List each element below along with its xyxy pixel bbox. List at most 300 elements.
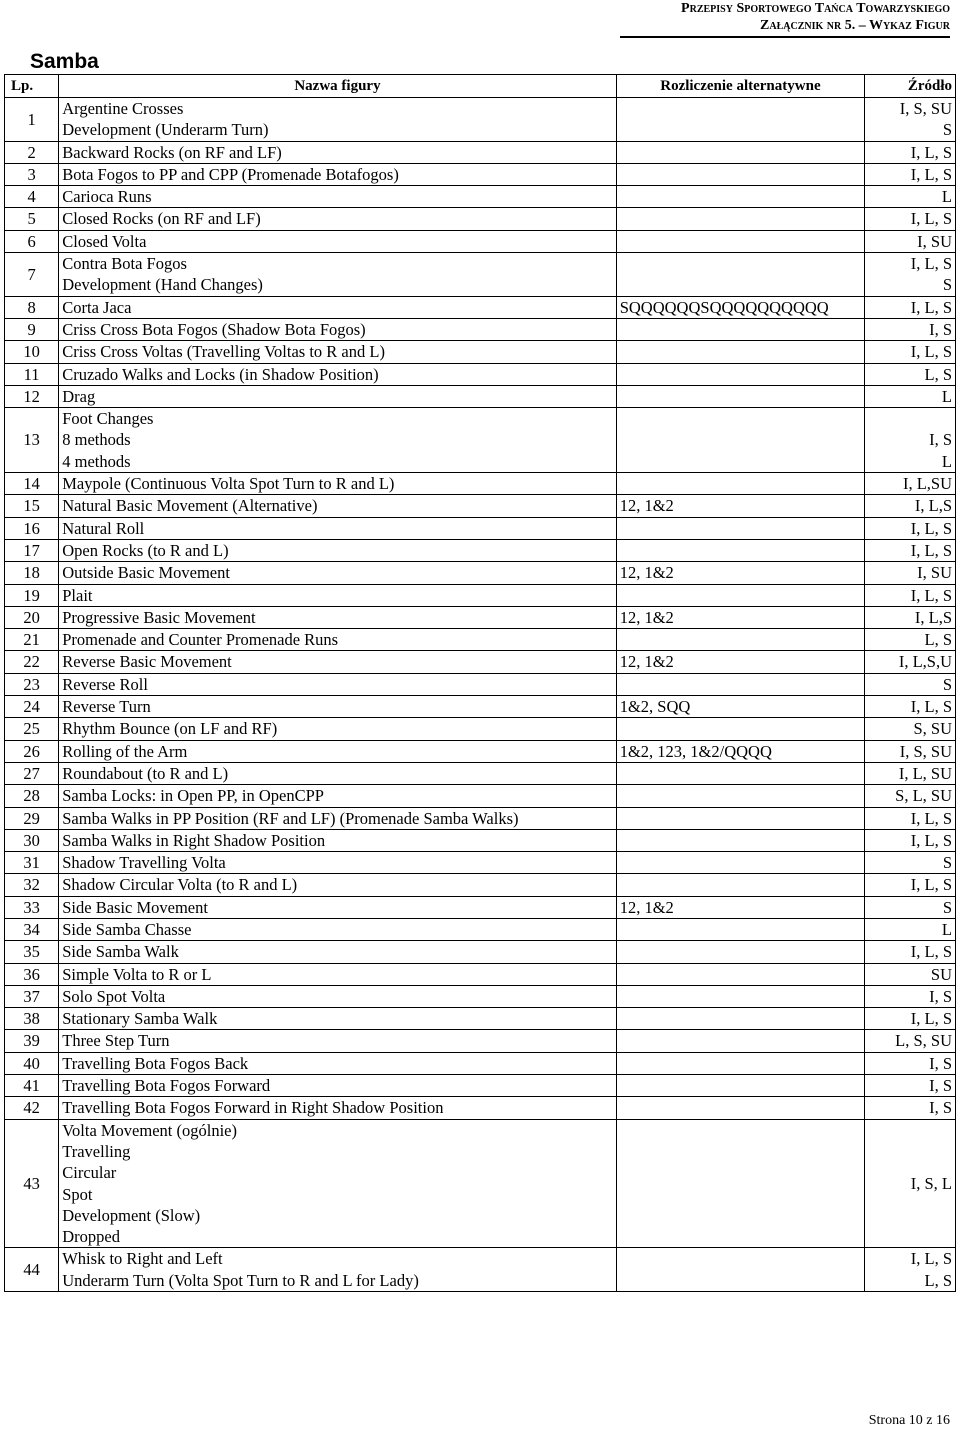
header-alt: Rozliczenie alternatywne [616, 75, 864, 98]
source-line: S [942, 897, 952, 917]
source-line: I, L, S [910, 164, 952, 184]
figure-name-line: Criss Cross Bota Fogos (Shadow Bota Fogos) [62, 319, 366, 339]
source-line: L [941, 919, 952, 939]
source [865, 1119, 956, 1248]
table-row [5, 762, 956, 784]
source [865, 829, 956, 851]
figure-name-line: Development (Underarm Turn) [62, 120, 269, 140]
source [865, 852, 956, 874]
table-row [5, 740, 956, 762]
table-row [5, 385, 956, 407]
alternative-count [616, 852, 864, 874]
figure-name [59, 718, 616, 740]
source-line: L [941, 187, 952, 207]
figure-name-line: Side Samba Chasse [62, 919, 192, 939]
table-row [5, 1119, 956, 1248]
source-line: I, S [929, 986, 952, 1006]
source [865, 208, 956, 230]
row-number: 16 [5, 517, 59, 539]
source-line: I, SU [917, 231, 952, 251]
table-row [5, 253, 956, 297]
alternative-count [616, 584, 864, 606]
source-line: I, S, SU [899, 741, 952, 761]
table-row [5, 1075, 956, 1097]
source [865, 918, 956, 940]
alternative-count [616, 1248, 864, 1292]
table-row [5, 98, 956, 142]
table-row [5, 517, 956, 539]
figure-name-line: Maypole (Continuous Volta Spot Turn to R and L) [62, 474, 395, 494]
figure-name-line: Development (Hand Changes) [62, 275, 263, 295]
table-row [5, 852, 956, 874]
page-header [620, 0, 950, 38]
alternative-count [616, 807, 864, 829]
figure-name [59, 1075, 616, 1097]
row-number: 29 [5, 807, 59, 829]
alternative-count [616, 341, 864, 363]
table-row [5, 230, 956, 252]
figure-name [59, 985, 616, 1007]
source-line: I, L, S [910, 697, 952, 717]
figure-name [59, 740, 616, 762]
figure-name-line: Travelling Bota Fogos Forward [62, 1076, 271, 1096]
alternative-count [616, 1075, 864, 1097]
figure-name-line: Samba Walks in Right Shadow Position [62, 830, 326, 850]
row-number: 4 [5, 186, 59, 208]
source-line: S [942, 674, 952, 694]
row-number: 25 [5, 718, 59, 740]
row-number: 26 [5, 740, 59, 762]
figure-name-line: Three Step Turn [62, 1031, 170, 1051]
figure-name [59, 874, 616, 896]
row-number: 15 [5, 495, 59, 517]
source [865, 629, 956, 651]
figure-name [59, 1052, 616, 1074]
figure-name-line: Side Samba Walk [62, 942, 179, 962]
row-number: 36 [5, 963, 59, 985]
figure-name-line: Contra Bota Fogos [62, 254, 187, 274]
figure-name-line: Travelling Bota Fogos Back [62, 1053, 249, 1073]
source-line: I, L, S [910, 254, 952, 274]
row-number: 22 [5, 651, 59, 673]
table-row [5, 473, 956, 495]
alternative-count [616, 253, 864, 297]
alternative-count [616, 762, 864, 784]
figure-name-line: Outside Basic Movement [62, 563, 230, 583]
source [865, 1052, 956, 1074]
figure-name-line: Criss Cross Voltas (Travelling Voltas to R and L) [62, 342, 385, 362]
source [865, 718, 956, 740]
alternative-count [616, 629, 864, 651]
source-line: I, L, S [910, 585, 952, 605]
table-row [5, 606, 956, 628]
table-row [5, 539, 956, 561]
row-number: 19 [5, 584, 59, 606]
figure-name [59, 807, 616, 829]
row-number: 1 [5, 98, 59, 142]
row-number: 14 [5, 473, 59, 495]
row-number: 8 [5, 296, 59, 318]
source [865, 606, 956, 628]
figure-name-line: Reverse Turn [62, 697, 151, 717]
alternative-count [616, 1008, 864, 1030]
alternative-count: 12, 1&2 [616, 896, 864, 918]
source-line: I, L, S [910, 1249, 952, 1269]
table-row [5, 629, 956, 651]
figure-name-line: Natural Basic Movement (Alternative) [62, 496, 318, 516]
row-number: 35 [5, 941, 59, 963]
source [865, 163, 956, 185]
figure-name-line: Closed Volta [62, 231, 147, 251]
source [865, 363, 956, 385]
source-line: I, L, S [910, 830, 952, 850]
source [865, 896, 956, 918]
source-line: I, L,S [914, 496, 952, 516]
source-line: I, L, S [910, 942, 952, 962]
source [865, 253, 956, 297]
figure-name [59, 539, 616, 561]
table-row [5, 408, 956, 473]
row-number: 38 [5, 1008, 59, 1030]
figure-name-line: Drag [62, 386, 96, 406]
source-line: I, L, SU [898, 763, 952, 783]
table-row [5, 584, 956, 606]
row-number: 39 [5, 1030, 59, 1052]
figure-name-line: Simple Volta to R or L [62, 964, 212, 984]
figure-name [59, 253, 616, 297]
table-row [5, 807, 956, 829]
alternative-count: 12, 1&2 [616, 651, 864, 673]
row-number: 27 [5, 762, 59, 784]
table-row [5, 918, 956, 940]
source [865, 1075, 956, 1097]
figure-name [59, 98, 616, 142]
figure-name-line: Open Rocks (to R and L) [62, 540, 229, 560]
source-line: S, L, SU [895, 786, 952, 806]
row-number: 7 [5, 253, 59, 297]
table-row [5, 186, 956, 208]
figure-name [59, 1119, 616, 1248]
figure-name [59, 385, 616, 407]
figure-name-line: Bota Fogos to PP and CPP (Promenade Botafogos) [62, 164, 399, 184]
row-number: 18 [5, 562, 59, 584]
figure-name-line: Progressive Basic Movement [62, 607, 256, 627]
source-line [868, 408, 952, 429]
table-row [5, 208, 956, 230]
figure-name [59, 230, 616, 252]
page-number: Strona 10 z 16 [868, 1413, 950, 1428]
row-number: 9 [5, 318, 59, 340]
alternative-count: 1&2, 123, 1&2/QQQQ [616, 740, 864, 762]
figure-name-line: Rhythm Bounce (on LF and RF) [62, 719, 278, 739]
figure-name [59, 629, 616, 651]
source [865, 318, 956, 340]
source-line: I, L, S [910, 518, 952, 538]
row-number: 33 [5, 896, 59, 918]
source-line: S [942, 853, 952, 873]
alternative-count [616, 1097, 864, 1119]
table-row [5, 341, 956, 363]
source [865, 186, 956, 208]
figure-name [59, 1248, 616, 1292]
source-line: I, S [929, 430, 952, 450]
figure-name-line: Argentine Crosses [62, 99, 184, 118]
figures-table [4, 74, 956, 1292]
figure-name [59, 163, 616, 185]
source [865, 584, 956, 606]
figure-name-line: Whisk to Right and Left [62, 1249, 223, 1269]
table-row [5, 785, 956, 807]
row-number: 34 [5, 918, 59, 940]
source-line: L, S [924, 364, 952, 384]
alternative-count [616, 874, 864, 896]
figure-name [59, 1030, 616, 1052]
table-row [5, 318, 956, 340]
table-row [5, 941, 956, 963]
figure-name-line: Rolling of the Arm [62, 741, 188, 761]
source [865, 807, 956, 829]
figure-name-line: Volta Movement (ogólnie) [62, 1120, 237, 1140]
table-row [5, 1030, 956, 1052]
figure-name [59, 941, 616, 963]
figure-name [59, 208, 616, 230]
figure-name-line: Promenade and Counter Promenade Runs [62, 630, 339, 650]
source-line: L [941, 386, 952, 406]
row-number: 41 [5, 1075, 59, 1097]
figure-name-line: Carioca Runs [62, 187, 152, 207]
source [865, 941, 956, 963]
alternative-count [616, 385, 864, 407]
row-number: 6 [5, 230, 59, 252]
figure-name [59, 829, 616, 851]
alternative-count [616, 230, 864, 252]
row-number: 37 [5, 985, 59, 1007]
alternative-count [616, 1052, 864, 1074]
header-lp: Lp. [5, 75, 59, 98]
alternative-count: 1&2, SQQ [616, 696, 864, 718]
table-row [5, 363, 956, 385]
source [865, 1008, 956, 1030]
source-line: I, S, L [910, 1173, 952, 1193]
source [865, 473, 956, 495]
figure-name [59, 318, 616, 340]
figure-name-line: Circular [62, 1163, 117, 1183]
source [865, 740, 956, 762]
source-line: I, L,S,U [898, 652, 952, 672]
figure-name-line: Travelling Bota Fogos Forward in Right Shadow Position [62, 1098, 444, 1118]
figure-name [59, 363, 616, 385]
alternative-count [616, 1030, 864, 1052]
figure-name [59, 651, 616, 673]
row-number: 12 [5, 385, 59, 407]
row-number: 13 [5, 408, 59, 473]
figure-name-line: Underarm Turn (Volta Spot Turn to R and L for Lady) [62, 1270, 419, 1290]
source-line: L, S [924, 1270, 952, 1290]
figure-name-line: Development (Slow) [62, 1205, 201, 1225]
alternative-count [616, 963, 864, 985]
source-line: I, L,SU [902, 474, 952, 494]
figure-name [59, 517, 616, 539]
figure-name [59, 495, 616, 517]
figure-name-line: Reverse Roll [62, 674, 148, 694]
source-line: SU [930, 964, 952, 984]
figure-name [59, 562, 616, 584]
alternative-count [616, 829, 864, 851]
figure-name [59, 296, 616, 318]
source [865, 385, 956, 407]
row-number: 28 [5, 785, 59, 807]
row-number: 11 [5, 363, 59, 385]
table-row [5, 985, 956, 1007]
alternative-count [616, 985, 864, 1007]
figure-name [59, 852, 616, 874]
source [865, 785, 956, 807]
source [865, 341, 956, 363]
source-line: I, S [929, 1098, 952, 1118]
table-row [5, 1097, 956, 1119]
table-row [5, 874, 956, 896]
figure-name-line: Roundabout (to R and L) [62, 763, 229, 783]
figure-name-line: 4 methods [62, 451, 131, 471]
figure-name-line: Spot [62, 1184, 93, 1204]
section-title: Samba [30, 50, 99, 73]
source-line: I, S [929, 1053, 952, 1073]
source-line: I, S [929, 319, 952, 339]
source-line: L, S [924, 630, 952, 650]
row-number: 40 [5, 1052, 59, 1074]
figure-name [59, 762, 616, 784]
table-row [5, 495, 956, 517]
table-header-row [5, 75, 956, 98]
row-number: 32 [5, 874, 59, 896]
alternative-count: 12, 1&2 [616, 606, 864, 628]
figure-name [59, 918, 616, 940]
figure-name [59, 1097, 616, 1119]
source [865, 539, 956, 561]
alternative-count [616, 163, 864, 185]
row-number: 20 [5, 606, 59, 628]
alternative-count [616, 318, 864, 340]
table-row [5, 296, 956, 318]
header-name: Nazwa figury [59, 75, 616, 98]
row-number: 5 [5, 208, 59, 230]
figure-name [59, 473, 616, 495]
alternative-count [616, 941, 864, 963]
figure-name-line: Plait [62, 585, 93, 605]
source [865, 673, 956, 695]
alternative-count [616, 673, 864, 695]
figure-name-line: Samba Walks in PP Position (RF and LF) (Promenade Samba Walks) [62, 808, 519, 828]
row-number: 3 [5, 163, 59, 185]
figure-name [59, 584, 616, 606]
figure-name-line: Samba Locks: in Open PP, in OpenCPP [62, 786, 324, 806]
source-line: I, S [929, 1076, 952, 1096]
table-row [5, 1008, 956, 1030]
source-line: L, S, SU [895, 1031, 952, 1051]
alternative-count [616, 363, 864, 385]
table-row [5, 163, 956, 185]
table-row [5, 896, 956, 918]
figure-name-line: Corta Jaca [62, 297, 132, 317]
figure-name-line: Travelling [62, 1141, 131, 1161]
alternative-count [616, 98, 864, 142]
figure-name [59, 673, 616, 695]
alternative-count [616, 539, 864, 561]
figure-name-line: Reverse Basic Movement [62, 652, 232, 672]
alternative-count [616, 718, 864, 740]
source [865, 1030, 956, 1052]
table-row [5, 673, 956, 695]
alternative-count [616, 186, 864, 208]
figure-name [59, 141, 616, 163]
source [865, 651, 956, 673]
alternative-count: 12, 1&2 [616, 562, 864, 584]
figure-name-line: Side Basic Movement [62, 897, 208, 917]
source [865, 230, 956, 252]
alternative-count [616, 473, 864, 495]
row-number: 30 [5, 829, 59, 851]
source [865, 408, 956, 473]
source [865, 963, 956, 985]
source-line: I, L, S [910, 142, 952, 162]
figure-name [59, 186, 616, 208]
source-line: S [942, 275, 952, 295]
row-number: 23 [5, 673, 59, 695]
source [865, 985, 956, 1007]
figure-name-line: Shadow Circular Volta (to R and L) [62, 875, 298, 895]
figure-name [59, 606, 616, 628]
source-line: I, L,S [914, 607, 952, 627]
source [865, 1097, 956, 1119]
header-src: Źródło [865, 75, 956, 98]
figure-name-line: Shadow Travelling Volta [62, 853, 226, 873]
source [865, 696, 956, 718]
figure-name [59, 408, 616, 473]
row-number: 43 [5, 1119, 59, 1248]
source [865, 874, 956, 896]
alternative-count: 12, 1&2 [616, 495, 864, 517]
source [865, 762, 956, 784]
source-line: S [942, 120, 952, 140]
source [865, 296, 956, 318]
alternative-count [616, 785, 864, 807]
alternative-count [616, 208, 864, 230]
header-title: Przepisy Sportowego Tańca Towarzyskiego [681, 1, 950, 16]
source [865, 495, 956, 517]
figure-name [59, 896, 616, 918]
figure-name [59, 341, 616, 363]
figure-name [59, 963, 616, 985]
source-line: L [941, 451, 952, 471]
source [865, 517, 956, 539]
figure-name [59, 1008, 616, 1030]
figure-name-line: Natural Roll [62, 518, 145, 538]
source-line: I, S, SU [899, 99, 952, 118]
table-row [5, 1248, 956, 1292]
alternative-count: SQQQQQQSQQQQQQQQQQ [616, 296, 864, 318]
alternative-count [616, 408, 864, 473]
source [865, 562, 956, 584]
row-number: 42 [5, 1097, 59, 1119]
row-number: 17 [5, 539, 59, 561]
table-row [5, 696, 956, 718]
figure-name-line: Cruzado Walks and Locks (in Shadow Position) [62, 364, 379, 384]
figure-name-line: Stationary Samba Walk [62, 1009, 218, 1029]
row-number: 10 [5, 341, 59, 363]
figure-name-line: Foot Changes [62, 409, 154, 429]
source-line: I, L, S [910, 875, 952, 895]
source-line: I, L, S [910, 209, 952, 229]
